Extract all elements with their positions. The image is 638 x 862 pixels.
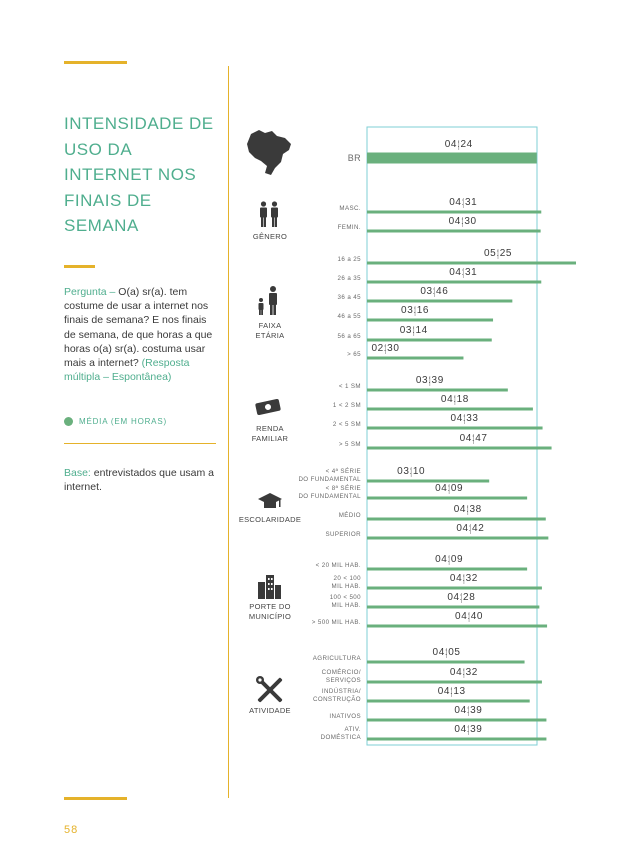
base-body: entrevistados que usam a internet. xyxy=(64,467,215,493)
group-label-genero: GÊNERO xyxy=(252,232,288,241)
tick-label: > 5 SM xyxy=(338,441,361,448)
bar xyxy=(367,408,533,411)
bar xyxy=(367,319,493,322)
tick-label: DO FUNDAMENTAL xyxy=(298,493,361,500)
bar xyxy=(367,700,530,703)
data-label: 05:25 xyxy=(484,248,513,259)
bar xyxy=(367,606,539,609)
tick-label: < 4ª SÉRIE xyxy=(325,468,361,475)
tick-label: MASC. xyxy=(339,205,361,212)
question-body: O(a) sr(a). tem costume de usar a internet nos finais de semana? E nos finais de semana, de que horas a que horas o(a) sr(a). costuma usar mais a internet? xyxy=(64,286,213,370)
data-label: 04:32 xyxy=(449,573,478,584)
data-label: 04:31 xyxy=(449,197,478,208)
tick-label: 26 a 35 xyxy=(337,275,361,282)
tick-label: CONSTRUÇÃO xyxy=(312,696,361,703)
data-label: 04:28 xyxy=(447,592,476,603)
tick-label: ATIV. xyxy=(344,726,361,733)
base-label: Base: xyxy=(64,467,91,479)
bar xyxy=(367,681,542,684)
bar xyxy=(367,357,463,360)
tick-label: 36 a 45 xyxy=(337,294,361,301)
tick-label: > 500 MIL HAB. xyxy=(311,619,361,626)
data-label: 04:31 xyxy=(449,267,478,278)
bar xyxy=(367,537,548,540)
bar xyxy=(367,339,492,342)
group-label-faixa-etaria: FAIXA ETÁRIA xyxy=(255,321,285,340)
data-label: 04:42 xyxy=(456,523,485,534)
bar xyxy=(367,625,547,628)
data-label: 04:09 xyxy=(435,483,464,494)
data-label: 04:18 xyxy=(440,394,469,405)
data-label: 04:32 xyxy=(449,667,478,678)
data-label: 04:09 xyxy=(435,554,464,565)
group-label-porte-do-municipio: PORTE DO MUNICÍPIO xyxy=(248,602,292,621)
page-title: INTENSIDADE DE USO DA INTERNET NOS FINAIS DE SEMANA xyxy=(64,114,214,235)
tick-label: SERVIÇOS xyxy=(325,677,361,684)
question-label: Pergunta – xyxy=(64,286,116,298)
bar xyxy=(367,738,546,741)
bar xyxy=(367,230,541,233)
data-label: 04:13 xyxy=(437,686,466,697)
bar xyxy=(367,587,542,590)
tick-label: SUPERIOR xyxy=(325,531,361,538)
bar xyxy=(367,427,543,430)
data-label: 04:47 xyxy=(459,433,488,444)
tick-label: 2 < 5 SM xyxy=(332,421,361,428)
data-label: 04:24 xyxy=(444,139,473,150)
tick-label: 100 < 500 xyxy=(329,594,361,601)
tick-label: < 1 SM xyxy=(338,383,361,390)
bar xyxy=(367,262,576,265)
bar xyxy=(367,300,512,303)
bar xyxy=(367,389,508,392)
data-label: 03:39 xyxy=(415,375,444,386)
tick-label: < 20 MIL HAB. xyxy=(315,562,361,569)
data-label: 04:40 xyxy=(455,611,484,622)
data-label: 03:16 xyxy=(401,305,430,316)
data-label: 04:39 xyxy=(454,705,483,716)
data-label: 03:10 xyxy=(397,466,426,477)
data-label: 04:05 xyxy=(432,647,461,658)
data-label: 02:30 xyxy=(371,343,400,354)
tick-label: 56 a 65 xyxy=(337,333,361,340)
tick-label: MIL HAB. xyxy=(331,583,361,590)
bar xyxy=(367,281,541,284)
tick-label: AGRICULTURA xyxy=(312,655,361,662)
bar xyxy=(367,568,527,571)
data-label: 04:33 xyxy=(450,413,479,424)
bar xyxy=(367,497,527,500)
tick-label: > 65 xyxy=(347,351,361,358)
tick-label: BR xyxy=(347,153,361,163)
bar xyxy=(367,153,537,164)
bar xyxy=(367,661,525,664)
tick-label: < 8ª SÉRIE xyxy=(325,485,361,492)
bar xyxy=(367,518,546,521)
question-note: (Resposta múltipla – Espontânea) xyxy=(64,357,190,384)
bar xyxy=(367,480,489,483)
tick-label: 16 a 25 xyxy=(337,256,361,263)
tick-label: 1 < 2 SM xyxy=(332,402,361,409)
group-label-escolaridade: ESCOLARIDADE xyxy=(238,515,302,524)
group-label-renda-familiar: RENDA FAMILIAR xyxy=(251,424,289,443)
tick-label: DOMÉSTICA xyxy=(320,734,361,741)
tick-label: FEMIN. xyxy=(337,224,361,231)
tick-label: 20 < 100 xyxy=(333,575,361,582)
tick-label: MIL HAB. xyxy=(331,602,361,609)
data-label: 03:46 xyxy=(420,286,449,297)
data-label: 03:14 xyxy=(399,325,428,336)
tick-label: INATIVOS xyxy=(329,713,361,720)
page-number: 58 xyxy=(64,824,79,836)
bar xyxy=(367,211,541,214)
tick-label: MÉDIO xyxy=(338,512,361,519)
group-label-atividade: ATIVIDADE xyxy=(249,706,291,715)
tick-label: INDÚSTRIA/ xyxy=(321,688,361,695)
bar xyxy=(367,447,552,450)
legend-label: MÉDIA (EM HORAS) xyxy=(79,417,167,426)
tick-label: COMÉRCIO/ xyxy=(321,669,361,676)
data-label: 04:39 xyxy=(454,724,483,735)
data-label: 04:30 xyxy=(448,216,477,227)
tick-label: 46 a 55 xyxy=(337,313,361,320)
bar xyxy=(367,719,546,722)
data-label: 04:38 xyxy=(453,504,482,515)
tick-label: DO FUNDAMENTAL xyxy=(298,476,361,483)
